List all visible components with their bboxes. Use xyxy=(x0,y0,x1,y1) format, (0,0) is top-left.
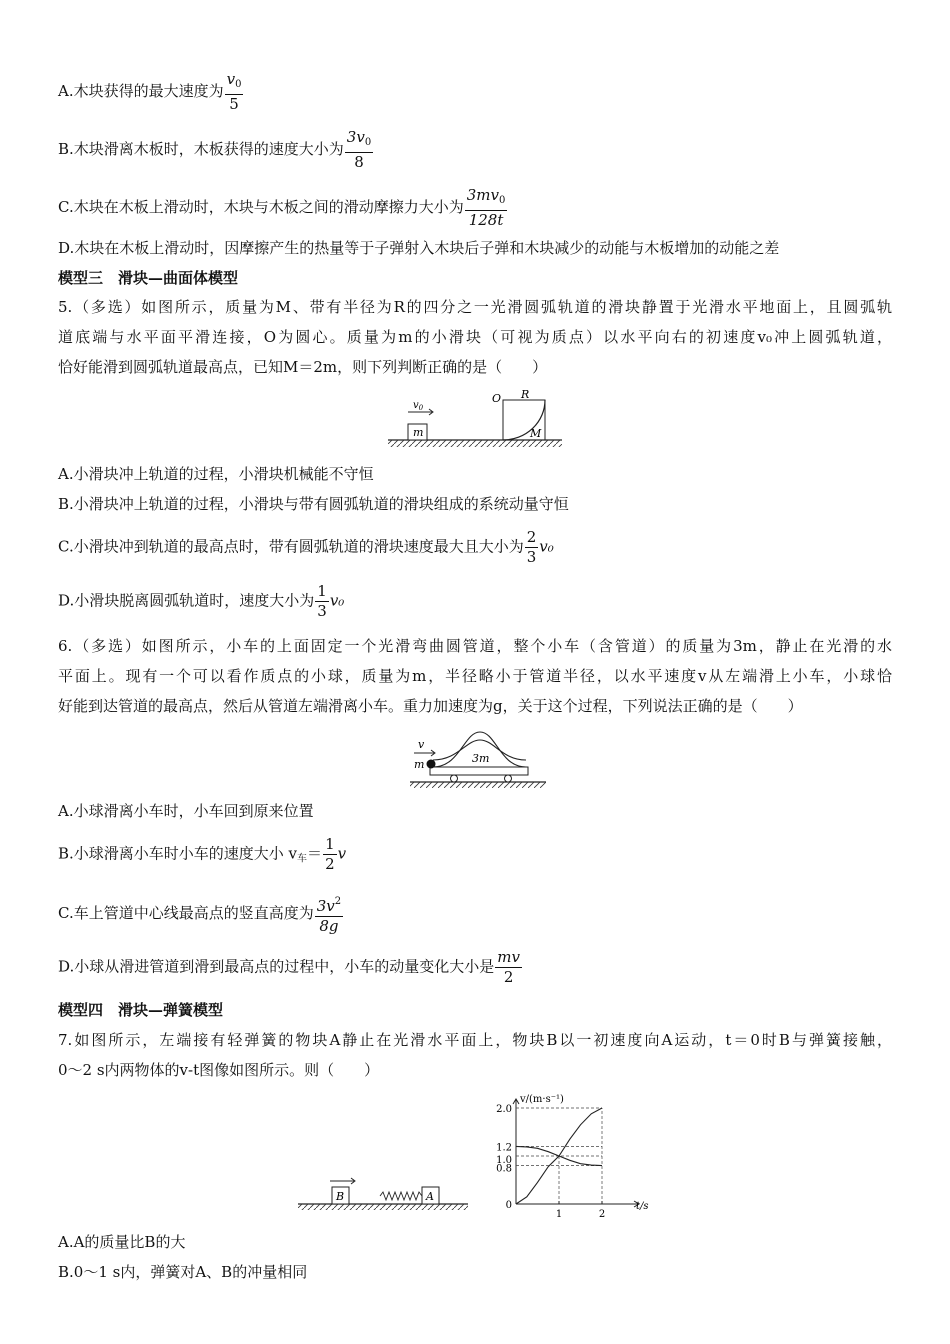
ball xyxy=(427,760,436,769)
fraction: $\frac{2}{3}$ xyxy=(526,528,537,566)
q5-stem-line2: 道底端与水平面平滑连接，O为圆心。质量为m的小滑块（可视为质点）以水平向右的初速度v₀冲上圆弧轨道， xyxy=(58,328,892,346)
cart-base xyxy=(430,767,528,775)
y-tick-label: 0.8 xyxy=(496,1163,512,1175)
q6-option-c: C.车上管道中心线最高点的竖直高度为 $\frac{3v^2}{8g}$ xyxy=(58,892,344,936)
q6-figure xyxy=(408,728,548,790)
q5-option-b: B.小滑块冲上轨道的过程，小滑块与带有圆弧轨道的滑块组成的系统动量守恒 xyxy=(58,495,569,513)
y-tick-label: 1.2 xyxy=(496,1142,512,1154)
ball-mass-label: m xyxy=(414,758,425,771)
q6-option-b: B.小球滑离小车时小车的速度大小 $v_车=$ $\frac{1}{2}$ v xyxy=(58,835,347,873)
center-label: O xyxy=(492,392,502,405)
ground-hatching xyxy=(388,440,562,447)
y-tick-label: 1.0 xyxy=(496,1155,512,1166)
fraction: $\frac{1}{2}$ xyxy=(325,835,335,873)
radius-label: R xyxy=(521,390,530,401)
q7-stem-line2: 0～2 s内两物体的v-t图像如图所示。则（ ） xyxy=(58,1061,380,1079)
block-a-label: A xyxy=(426,1190,434,1203)
q7-stem-line1: 7.如图所示，左端接有轻弹簧的物块A静止在光滑水平面上，物块B以一初速度向A运动，t＝0时B与弹簧接触， xyxy=(58,1031,892,1049)
q4-option-d: D.木块在木板上滑动时，因摩擦产生的热量等于子弹射入木块后子弹和木块减少的动能与木板增加的动能之差 xyxy=(58,239,780,257)
fraction: $\frac{3v_0}{8}$ xyxy=(346,128,372,171)
fraction: $\frac{3v^2}{8g}$ xyxy=(315,892,343,936)
q5-option-d: D.小滑块脱离圆弧轨道时，速度大小为 $\frac{1}{3}$ v₀ xyxy=(58,582,345,620)
section-4-heading: 模型四 滑块—弹簧模型 xyxy=(58,1001,224,1019)
x-axis-label: t/s xyxy=(636,1201,649,1212)
q4-option-c: C.木块在木板上滑动时，木块与木板之间的滑动摩擦力大小为 $\frac{3mv_0}{128t}$ xyxy=(58,186,506,229)
cart-mass-label: 3m xyxy=(472,752,490,765)
fraction: $\frac{1}{3}$ xyxy=(317,582,327,620)
ground-hatching xyxy=(410,782,546,788)
ground-hatching xyxy=(298,1204,468,1210)
q7-option-a: A.A的质量比B的大 xyxy=(58,1233,186,1251)
y-axis-label: v/(m·s⁻¹) xyxy=(520,1094,564,1105)
cart-wheel xyxy=(451,775,458,782)
q6-stem-line2: 平面上。现有一个可以看作质点的小球，质量为m，半径略小于管道半径，以水平速度v从左端滑上小车，小球恰 xyxy=(58,667,892,685)
spring xyxy=(380,1192,422,1200)
block-b-label: B xyxy=(336,1190,345,1203)
q4-option-b: B.木块滑离木板时，木板获得的速度大小为 $\frac{3v_0}{8}$ xyxy=(58,128,372,171)
slider-mass-label: M xyxy=(530,427,542,440)
v0-label: $v_0$ xyxy=(413,400,424,412)
q6-stem-line1: 6.（多选）如图所示，小车的上面固定一个光滑弯曲圆管道，整个小车（含管道）的质量为3m，静止在光滑的水 xyxy=(58,637,892,655)
q7-blocks-figure xyxy=(298,1172,470,1212)
x-tick-label: 2 xyxy=(598,1209,606,1220)
q7-option-b: B.0～1 s内，弹簧对A、B的冲量相同 xyxy=(58,1263,308,1281)
y-tick-label: 2.0 xyxy=(496,1104,512,1115)
q5-option-c: C.小滑块冲到轨道的最高点时，带有圆弧轨道的滑块速度最大且大小为 $\frac{2}{3}$ v₀ xyxy=(58,528,554,566)
fraction: $\frac{3mv_0}{128t}$ xyxy=(466,186,506,229)
cart-wheel xyxy=(505,775,512,782)
q5-stem-line1: 5.（多选）如图所示，质量为M、带有半径为R的四分之一光滑圆弧轨道的滑块静置于光滑水平地面上，且圆弧轨 xyxy=(58,298,892,316)
x-tick-label: 1 xyxy=(555,1209,563,1220)
block-m-label: m xyxy=(413,426,424,439)
q6-option-a: A.小球滑离小车时，小车回到原来位置 xyxy=(58,802,314,820)
q5-figure xyxy=(388,390,568,452)
section-3-heading: 模型三 滑块—曲面体模型 xyxy=(58,269,239,287)
fraction: $\frac{mv}{2}$ xyxy=(497,948,520,986)
q5-option-a: A.小滑块冲上轨道的过程，小滑块机械能不守恒 xyxy=(58,465,374,483)
fraction: $\frac{v_0}{5}$ xyxy=(226,70,242,113)
q6-stem-line3: 好能到达管道的最高点，然后从管道左端滑离小车。重力加速度为g，关于这个过程，下列说法正确的是（ ） xyxy=(58,697,803,715)
velocity-label: v xyxy=(418,738,425,751)
q6-option-d: D.小球从滑进管道到滑到最高点的过程中，小车的动量变化大小是 $\frac{mv}{2}$ xyxy=(58,948,520,986)
y-tick-label: 0 xyxy=(505,1200,512,1211)
q5-stem-line3: 恰好能滑到圆弧轨道最高点，已知M＝2m，则下列判断正确的是（ ） xyxy=(58,358,548,376)
q7-vt-chart xyxy=(478,1092,658,1220)
q4-option-a: A.木块获得的最大速度为 $\frac{v_0}{5}$ xyxy=(58,70,242,113)
